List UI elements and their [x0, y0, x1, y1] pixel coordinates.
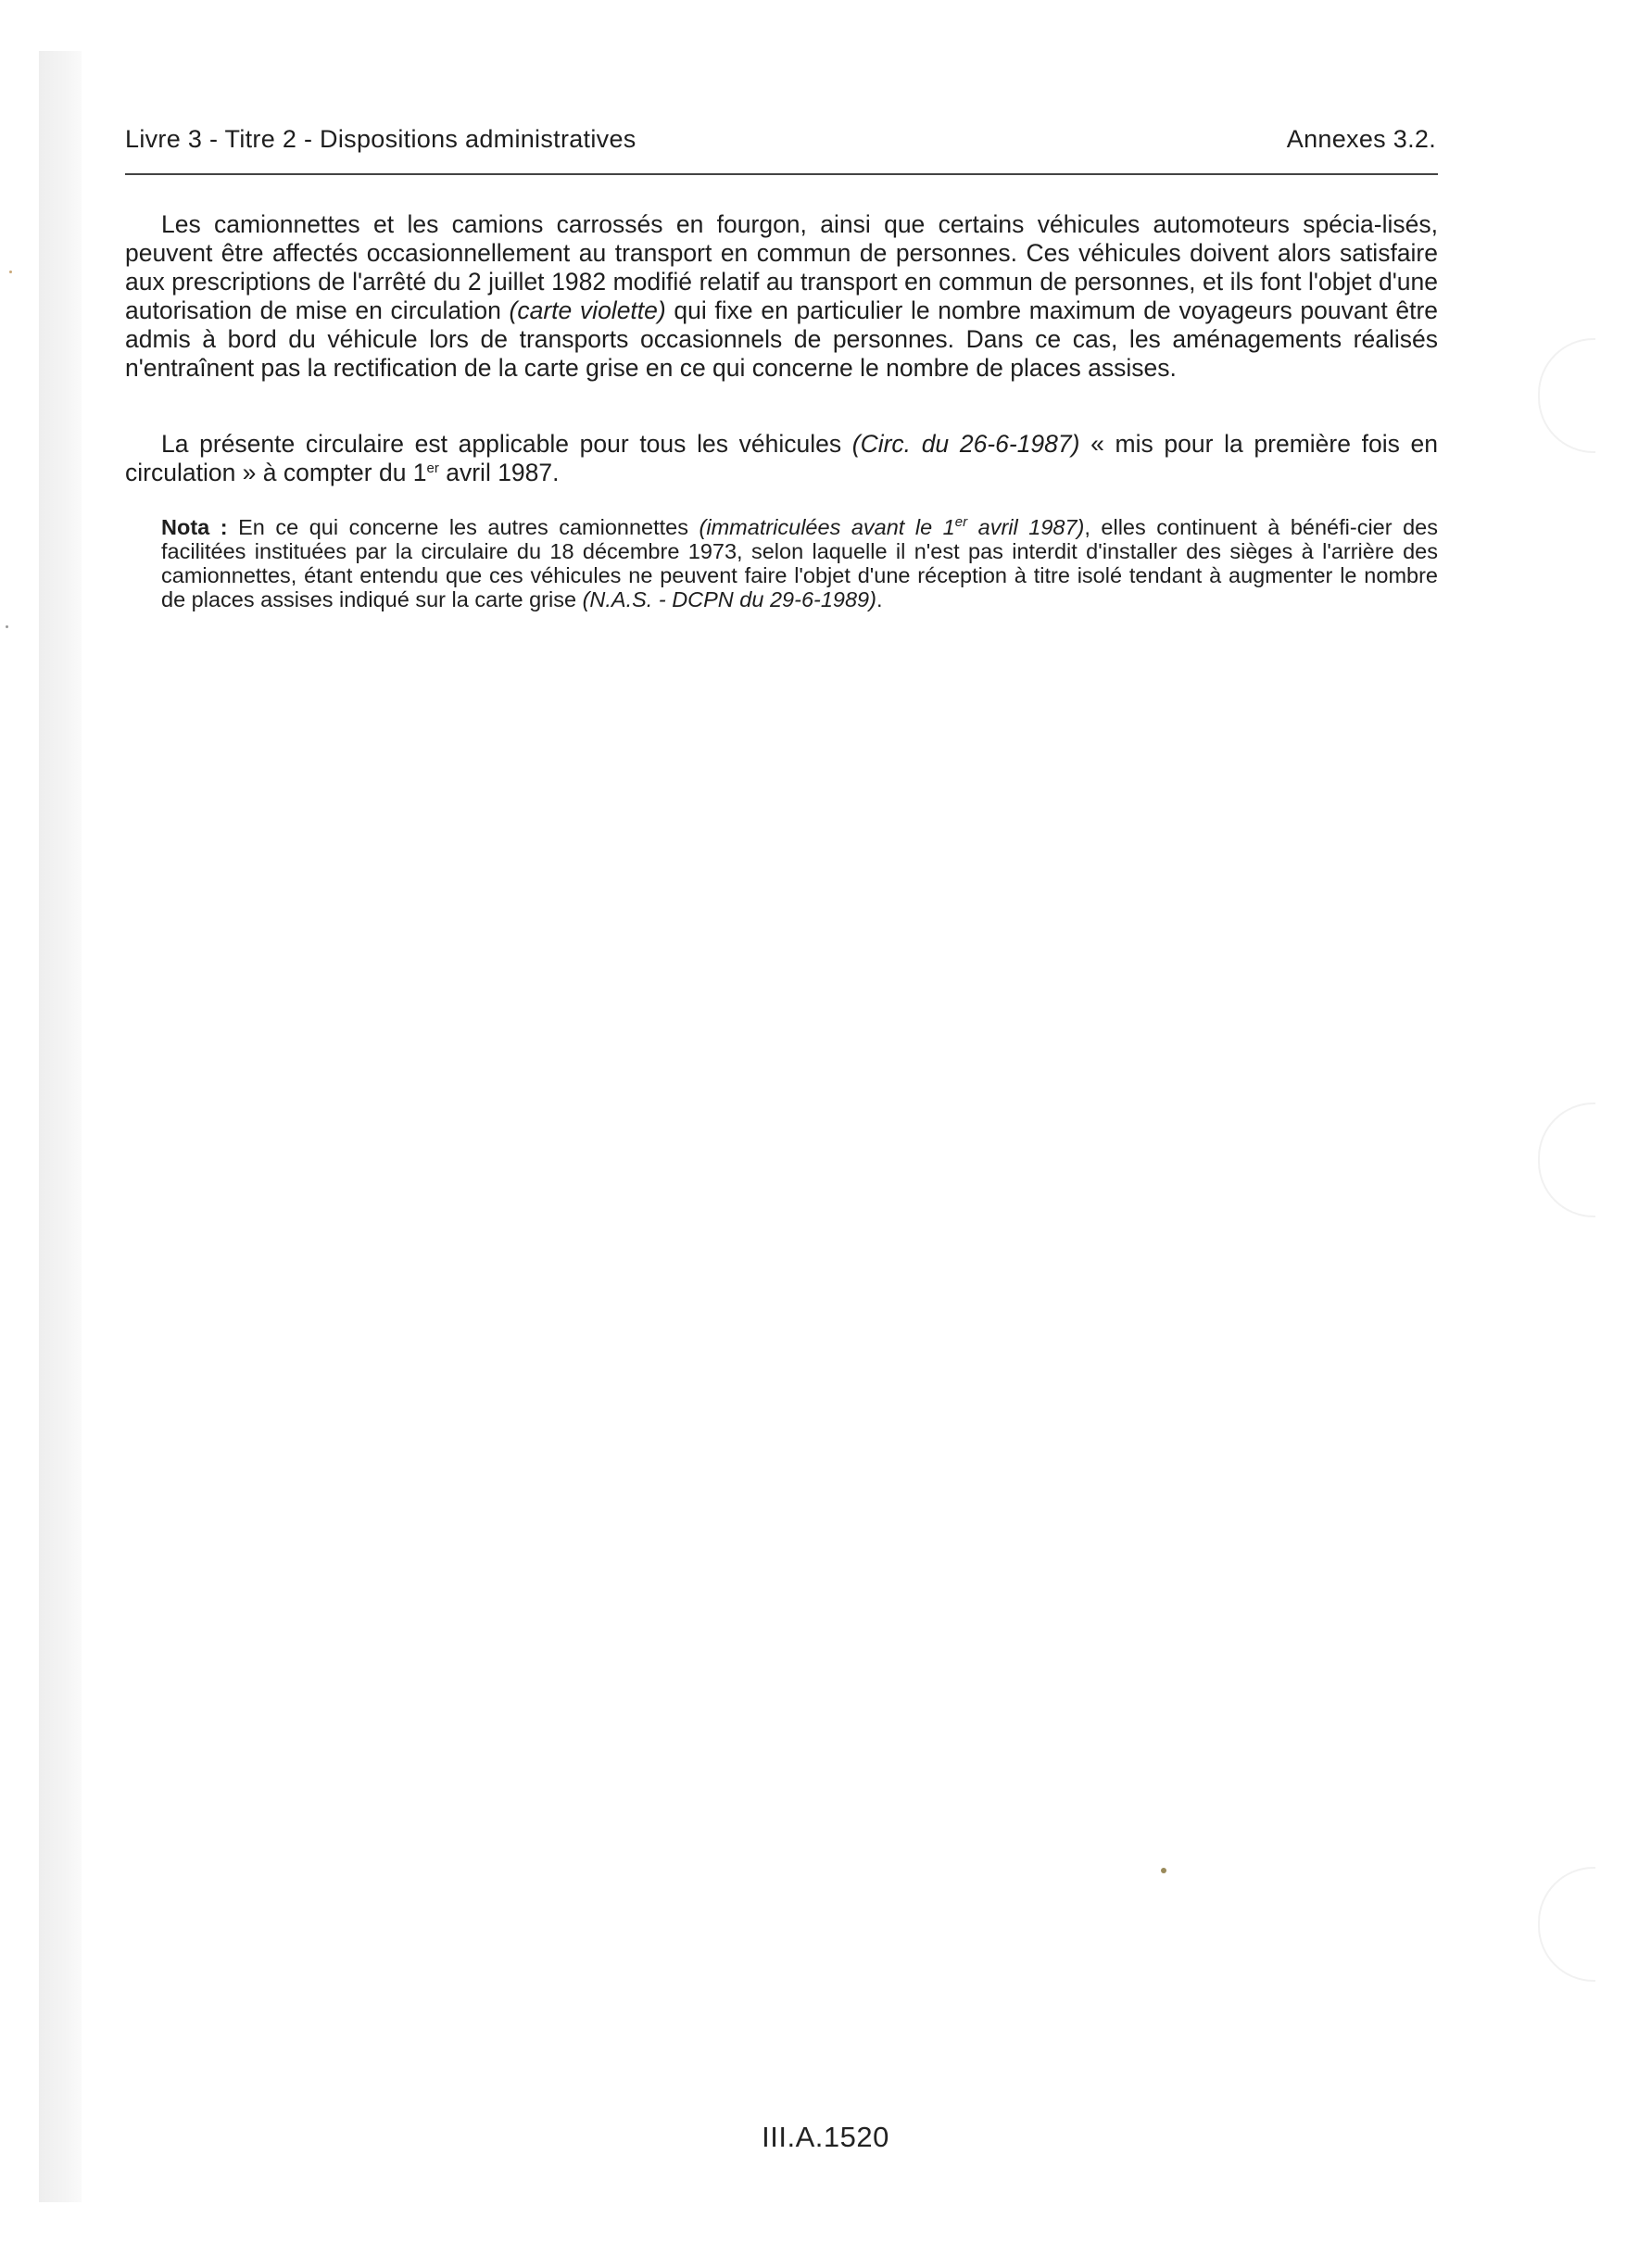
- scan-speck: [9, 271, 12, 273]
- paragraph1-italic: (carte violette): [509, 296, 666, 324]
- nota-text-a: En ce qui concerne les autres camionnettes: [227, 515, 699, 539]
- paragraph2-text-a: La présente circulaire est applicable pour tous les véhicules: [161, 430, 852, 458]
- nota-text-c: .: [876, 587, 883, 611]
- scan-artifact: [1538, 1102, 1595, 1217]
- paragraph2-italic: (Circ. du 26-6-1987): [851, 430, 1080, 458]
- nota-block: [161, 515, 1438, 611]
- paragraph-circulaire: [125, 430, 1438, 487]
- nota-italic-a-text: (immatriculées avant le 1: [699, 515, 955, 539]
- scan-edge-shadow: [39, 51, 82, 2202]
- paragraph1-text-b: qui fixe en particulier le nombre maximum de voyageurs pouvant être admis à bord du véhicule lors de transports occasionnels de personnes. Dans ce cas, les aménagements réalisés n'entraînent pas la rectification de la carte grise en ce qui concerne le nombre de places assises.: [125, 296, 1439, 382]
- scan-artifact: [1538, 338, 1595, 453]
- nota-italic-a: [699, 515, 1085, 539]
- paragraph-camionnettes: [125, 210, 1438, 383]
- header-title: Livre 3 - Titre 2 - Dispositions administratives: [125, 125, 636, 153]
- scan-artifact: [1538, 1867, 1595, 1982]
- nota-italic-b: (N.A.S. - DCPN du 29-6-1989): [582, 587, 876, 611]
- scan-speck: [1161, 1868, 1166, 1873]
- running-header: [125, 125, 1438, 175]
- page-number: III.A.1520: [762, 2121, 889, 2153]
- nota-italic-a-text-end: avril 1987): [967, 515, 1085, 539]
- paragraph2-superscript: er: [426, 460, 439, 476]
- paragraph2-text-b: « mis pour la première fois en circulation » à compter du 1: [125, 430, 1438, 486]
- paragraph1-text-a: Les camionnettes et les camions carrossés en fourgon, ainsi que certains véhicules automoteurs spécia-lisés, peuvent être affectés occasionnellement au transport en commun de personnes. Ces véhicules doivent alors satisfaire aux prescriptions de l'arrêté du 2 juillet 1982 modifié relatif au transport en commun de personnes, et ils font l'objet d'une autorisation de mise en circulation: [125, 210, 1438, 324]
- scan-speck: [6, 625, 8, 628]
- nota-text-b: , elles continuent à bénéfi-cier des facilitées instituées par la circulaire du 18 décembre 1973, selon laquelle il n'est pas interdit d'installer des sièges à l'arrière des camionnettes, étant entendu que ces véhicules ne peuvent faire l'objet d'une réception à titre isolé tendant à augmenter le nombre de places assises indiqué sur la carte grise: [161, 515, 1438, 611]
- header-section: Annexes 3.2.: [1286, 125, 1436, 153]
- paragraph2-text-c: avril 1987.: [438, 459, 560, 486]
- nota-superscript: er: [954, 514, 968, 530]
- nota-label: Nota :: [161, 515, 228, 539]
